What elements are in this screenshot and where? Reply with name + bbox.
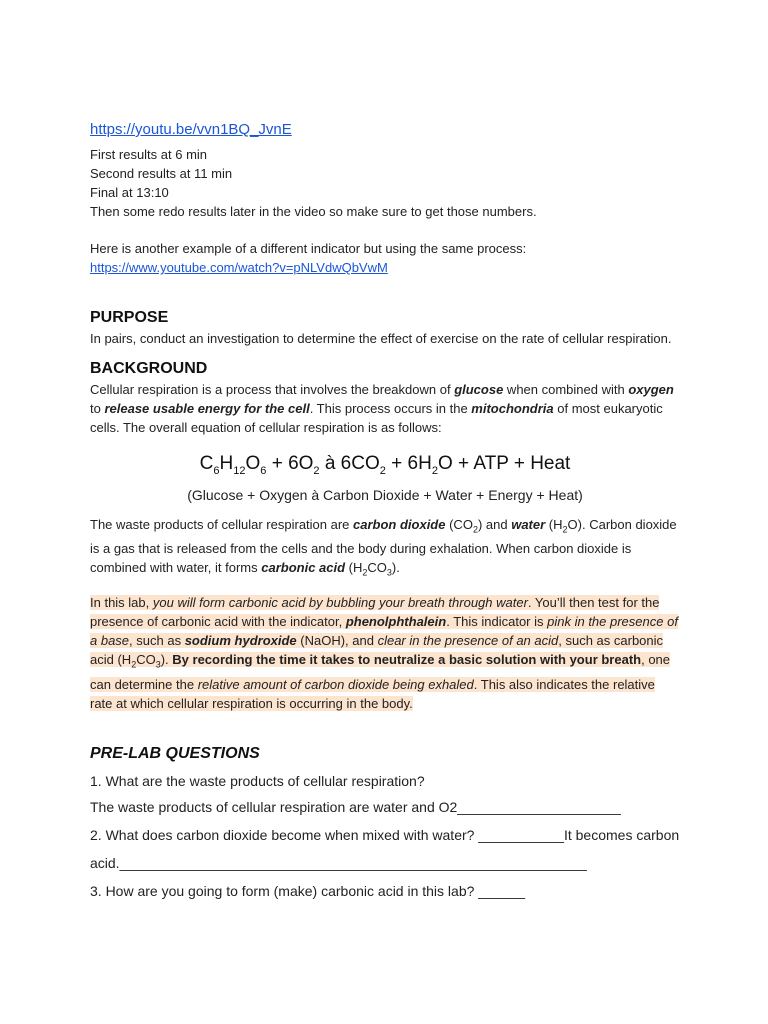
note-2: Second results at 11 min	[90, 166, 233, 181]
prelab-section	[90, 743, 680, 905]
another-example-text: Here is another example of a different indicator but using the same process:	[90, 241, 527, 256]
background-section	[90, 358, 680, 713]
question-1: 1. What are the waste products of cellular respiration?	[90, 772, 425, 789]
background-paragraph-1: Cellular respiration is a process that involves the breakdown of glucose when combined with oxygen to release usable energy for the cell. This process occurs in the mitochondria of most eukaryotic cells. The overall equation of cellular respiration is as follows:	[90, 382, 674, 435]
background-paragraph-3: In this lab, you will form carbonic acid by bubbling your breath through water. You’ll then test for the presence of carbonic acid with the indicator, phenolphthalein. This indicator is pink in the presence of a base, such as sodium hydroxide (NaOH), and clear in the presence of an acid, such as carbonic acid $(H_2CO_3)$. By recording the time it takes to neutralize a basic solution with your breath, one can determine the relative amount of carbon dioxide being exhaled. This also indicates the relative rate at which cellular respiration is occurring in the body.	[90, 594, 678, 711]
prelab-heading: PRE-LAB QUESTIONS	[90, 744, 260, 762]
purpose-text: In pairs, conduct an investigation to determine the effect of exercise on the rate of cellular respiration.	[90, 331, 672, 346]
note-3: Final at 13:10	[90, 185, 169, 200]
background-heading: BACKGROUND	[90, 360, 208, 377]
video-link-2[interactable]: https://www.youtube.com/watch?v=pNLVdwQbVwM	[90, 260, 388, 275]
video-link-1[interactable]: https://youtu.be/vvn1BQ_JvnE	[90, 121, 292, 138]
purpose-section	[90, 307, 680, 348]
question-3: 3. How are you going to form (make) carbonic acid in this lab? ______	[90, 882, 526, 899]
purpose-heading: PURPOSE	[90, 309, 169, 326]
answer-1: The waste products of cellular respiration are water and O2_____________________	[90, 798, 621, 815]
equation-words: (Glucose + Oxygen à Carbon Dioxide + Water + Energy + Heat)	[187, 486, 583, 503]
document-page	[90, 120, 680, 905]
note-4: Then some redo results later in the video so make sure to get those numbers.	[90, 204, 537, 219]
note-1: First results at 6 min	[90, 147, 208, 162]
respiration-equation: $C_6H_{12}O_6 + 6O_2$ à $6CO_2 + 6H_2O$ + ATP + Heat	[199, 453, 571, 477]
question-2: 2. What does carbon dioxide become when mixed with water? ___________It becomes carbon acid.____________________________________________________________	[90, 826, 680, 871]
background-paragraph-2: The waste products of cellular respiration are carbon dioxide $(CO_2)$ and water $(H_2O)$. Carbon dioxide is a gas that is released from the cells and the body during exhalation. When carbon dioxide is combined with water, it forms carbonic acid $(H_2CO_3)$.	[90, 516, 677, 578]
